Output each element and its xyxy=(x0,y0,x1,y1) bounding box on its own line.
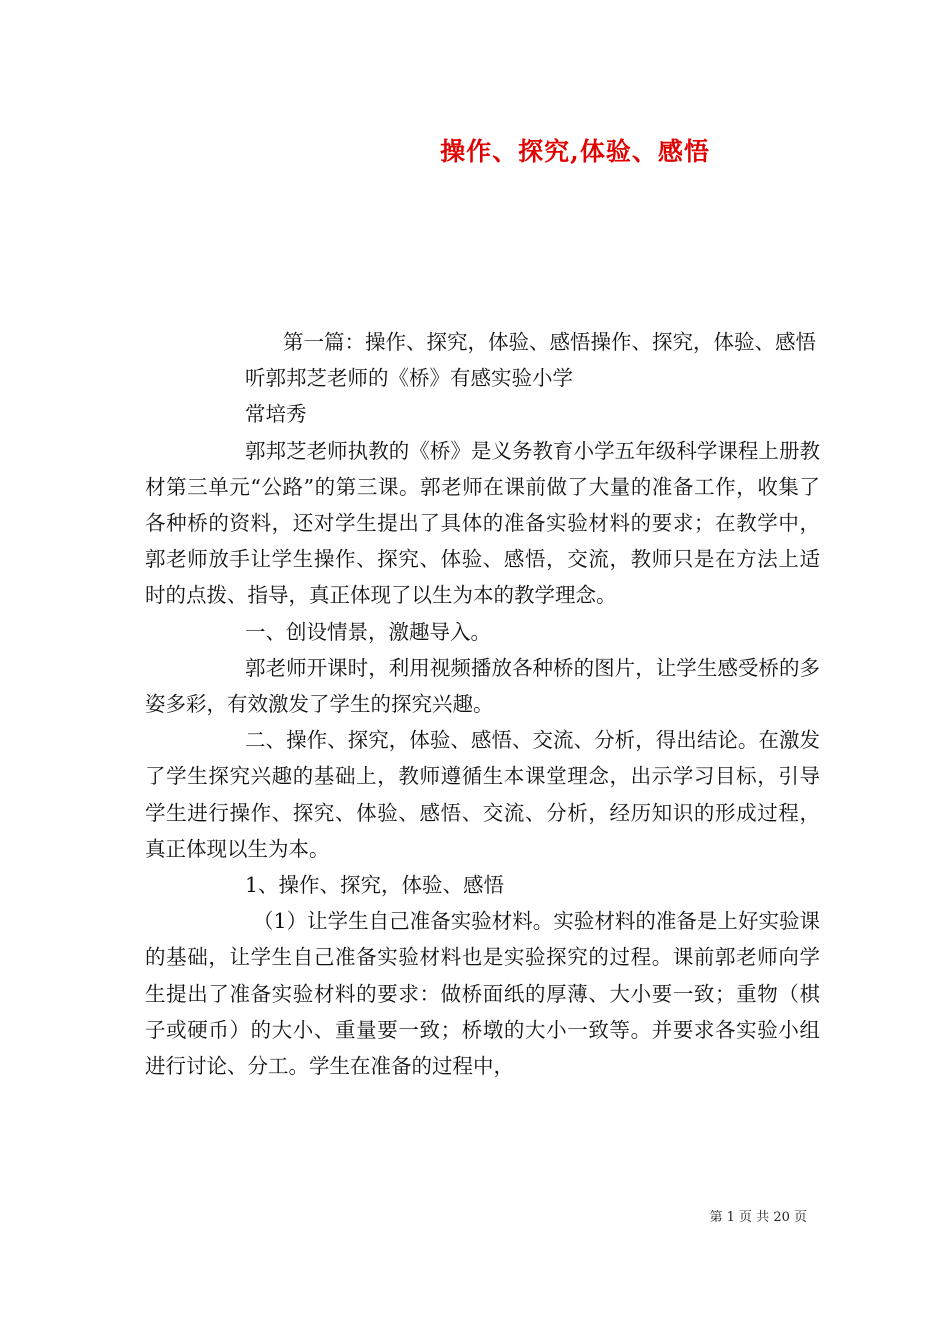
section-heading-2: 二、操作、探究，体验、感悟、交流、分析，得出结论。在激发了学生探究兴趣的基础上，教师遵循生本课堂理念，出示学习目标，引导学生进行操作、探究、体验、感悟、交流、分析，经历知识的形成过程，真正体现以生为本。 xyxy=(145,728,820,861)
paragraph-subtitle: 听郭邦芝老师的《桥》有感实验小学 xyxy=(245,366,573,391)
document-body xyxy=(145,324,820,1084)
page-footer: 第 1 页 共 20 页 xyxy=(709,1210,807,1225)
section-heading-1: 一、创设情景，激趣导入。 xyxy=(245,619,491,644)
paragraph-overview: 郭邦芝老师执教的《桥》是义务教育小学五年级科学课程上册教材第三单元“公路”的第三课。郭老师在课前做了大量的准备工作，收集了各种桥的资料，还对学生提出了具体的准备实验材料的要求；在教学中，郭老师放手让学生操作、探究、体验、感悟，交流，教师只是在方法上适时的点拨、指导，真正体现了以生为本的教学理念。 xyxy=(145,438,820,608)
document-title: 操作、探究,体验、感悟 xyxy=(440,137,710,166)
paragraph-intro: 第一篇：操作、探究，体验、感悟操作、探究，体验、感悟 xyxy=(283,330,816,354)
paragraph-author: 常培秀 xyxy=(245,402,307,427)
subsection-heading-1: 1、操作、探究，体验、感悟 xyxy=(245,873,505,898)
paragraph-subsection-1: （1）让学生自己准备实验材料。实验材料的准备是上好实验课的基础，让学生自己准备实验材料也是实验探究的过程。课前郭老师向学生提出了准备实验材料的要求：做桥面纸的厚薄、大小要一致；重物（棋子或硬币）的大小、重量要一致；桥墩的大小一致等。并要求各实验小组进行讨论、分工。学生在准备的过程中， xyxy=(145,909,820,1079)
paragraph-section-1: 郭老师开课时，利用视频播放各种桥的图片，让学生感受桥的多姿多彩，有效激发了学生的探究兴趣。 xyxy=(145,655,820,717)
